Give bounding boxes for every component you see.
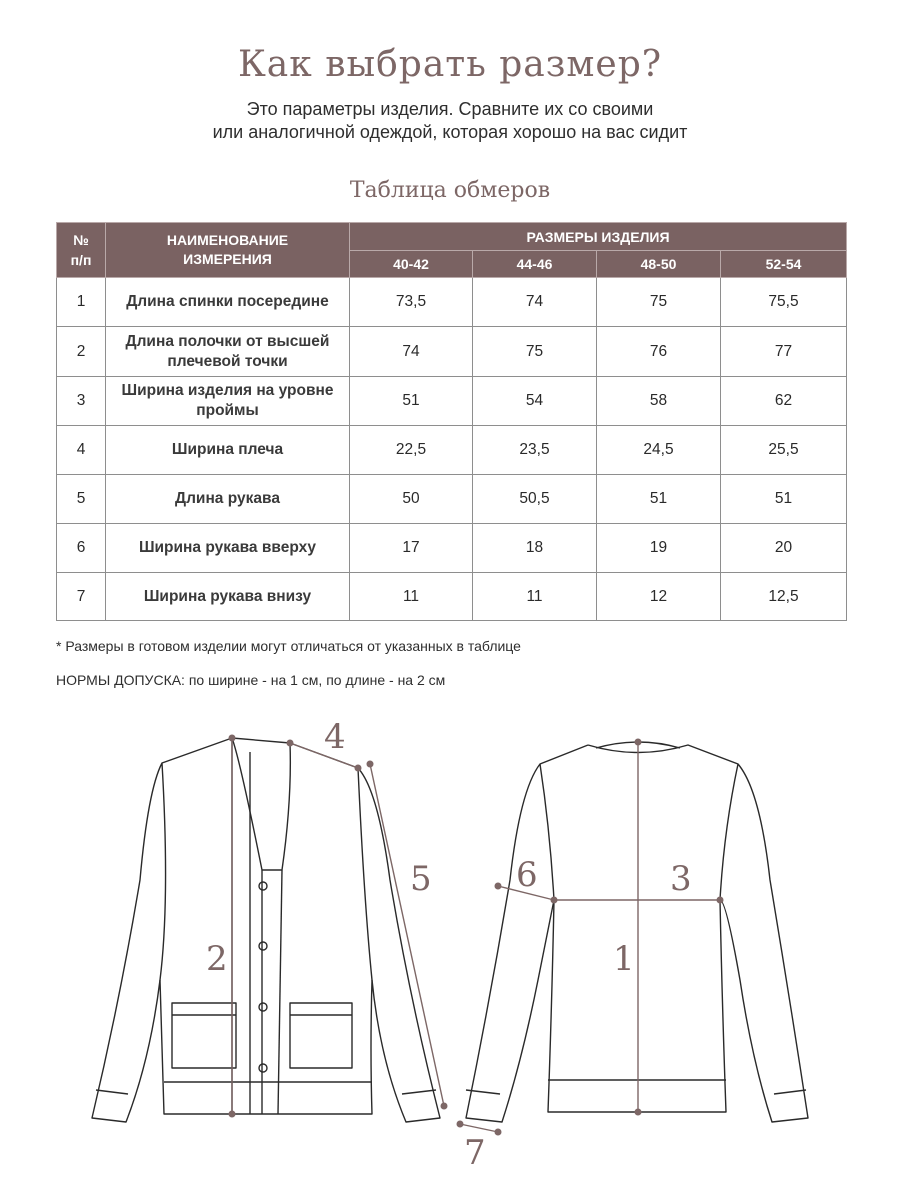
row-value: 18 — [473, 524, 597, 573]
row-value: 24,5 — [597, 426, 721, 475]
row-value: 51 — [721, 475, 847, 524]
row-name: Ширина изделия на уровне проймы — [106, 377, 350, 426]
row-num: 1 — [57, 278, 106, 327]
row-value: 51 — [597, 475, 721, 524]
size-table — [56, 222, 847, 621]
header-num: № п/п — [57, 223, 106, 278]
measure-label-5: 5 — [410, 859, 432, 899]
row-num: 4 — [57, 426, 106, 475]
row-name: Длина спинки посередине — [106, 278, 350, 327]
size-header: 48-50 — [597, 251, 721, 278]
row-name: Длина рукава — [106, 475, 350, 524]
disclaimer-note: * Размеры в готовом изделии могут отличаться от указанных в таблице — [56, 638, 521, 654]
row-num: 2 — [57, 327, 106, 377]
table-title: Таблица обмеров — [349, 178, 551, 203]
table-row — [57, 573, 847, 621]
size-header: 40-42 — [350, 251, 473, 278]
measure-label-6: 6 — [516, 855, 538, 895]
row-value: 11 — [350, 573, 473, 621]
measure-label-4: 4 — [324, 717, 346, 757]
row-value: 50,5 — [473, 475, 597, 524]
row-num: 3 — [57, 377, 106, 426]
row-value: 75 — [597, 278, 721, 327]
tolerance-note: НОРМЫ ДОПУСКА: по ширине - на 1 см, по длине - на 2 см — [56, 672, 446, 688]
row-value: 12,5 — [721, 573, 847, 621]
row-value: 51 — [350, 377, 473, 426]
row-value: 17 — [350, 524, 473, 573]
row-name: Длина полочки от высшей плечевой точки — [106, 327, 350, 377]
row-value: 62 — [721, 377, 847, 426]
header-sizes: РАЗМЕРЫ ИЗДЕЛИЯ — [350, 223, 847, 251]
row-value: 58 — [597, 377, 721, 426]
table-row — [57, 377, 847, 426]
header-name: НАИМЕНОВАНИЕ ИЗМЕРЕНИЯ — [106, 223, 350, 278]
row-value: 74 — [473, 278, 597, 327]
measure-label-7: 7 — [464, 1133, 486, 1173]
table-row — [57, 426, 847, 475]
measure-label-1: 1 — [613, 939, 635, 979]
row-value: 73,5 — [350, 278, 473, 327]
front-cardigan-illustration — [92, 738, 440, 1122]
table-row — [57, 475, 847, 524]
garment-diagram — [0, 700, 900, 1200]
row-value: 25,5 — [721, 426, 847, 475]
page-title: Как выбрать размер? — [237, 44, 663, 85]
row-value: 19 — [597, 524, 721, 573]
row-value: 75 — [473, 327, 597, 377]
table-row — [57, 327, 847, 377]
row-value: 77 — [721, 327, 847, 377]
subtitle-line-2: или аналогичной одеждой, которая хорошо на вас сидит — [212, 122, 688, 142]
row-value: 11 — [473, 573, 597, 621]
row-name: Ширина плеча — [106, 426, 350, 475]
measure-label-2: 2 — [206, 939, 228, 979]
row-value: 23,5 — [473, 426, 597, 475]
measure-label-3: 3 — [670, 859, 692, 899]
row-value: 74 — [350, 327, 473, 377]
table-row — [57, 278, 847, 327]
subtitle-line-1: Это параметры изделия. Сравните их со своими — [246, 99, 654, 119]
back-cardigan-illustration — [466, 742, 808, 1122]
row-value: 22,5 — [350, 426, 473, 475]
row-value: 12 — [597, 573, 721, 621]
row-value: 50 — [350, 475, 473, 524]
row-name: Ширина рукава внизу — [106, 573, 350, 621]
row-value: 76 — [597, 327, 721, 377]
size-header: 52-54 — [721, 251, 847, 278]
row-value: 75,5 — [721, 278, 847, 327]
row-value: 54 — [473, 377, 597, 426]
row-value: 20 — [721, 524, 847, 573]
size-header: 44-46 — [473, 251, 597, 278]
row-num: 5 — [57, 475, 106, 524]
row-num: 6 — [57, 524, 106, 573]
row-num: 7 — [57, 573, 106, 621]
table-row — [57, 524, 847, 573]
row-name: Ширина рукава вверху — [106, 524, 350, 573]
